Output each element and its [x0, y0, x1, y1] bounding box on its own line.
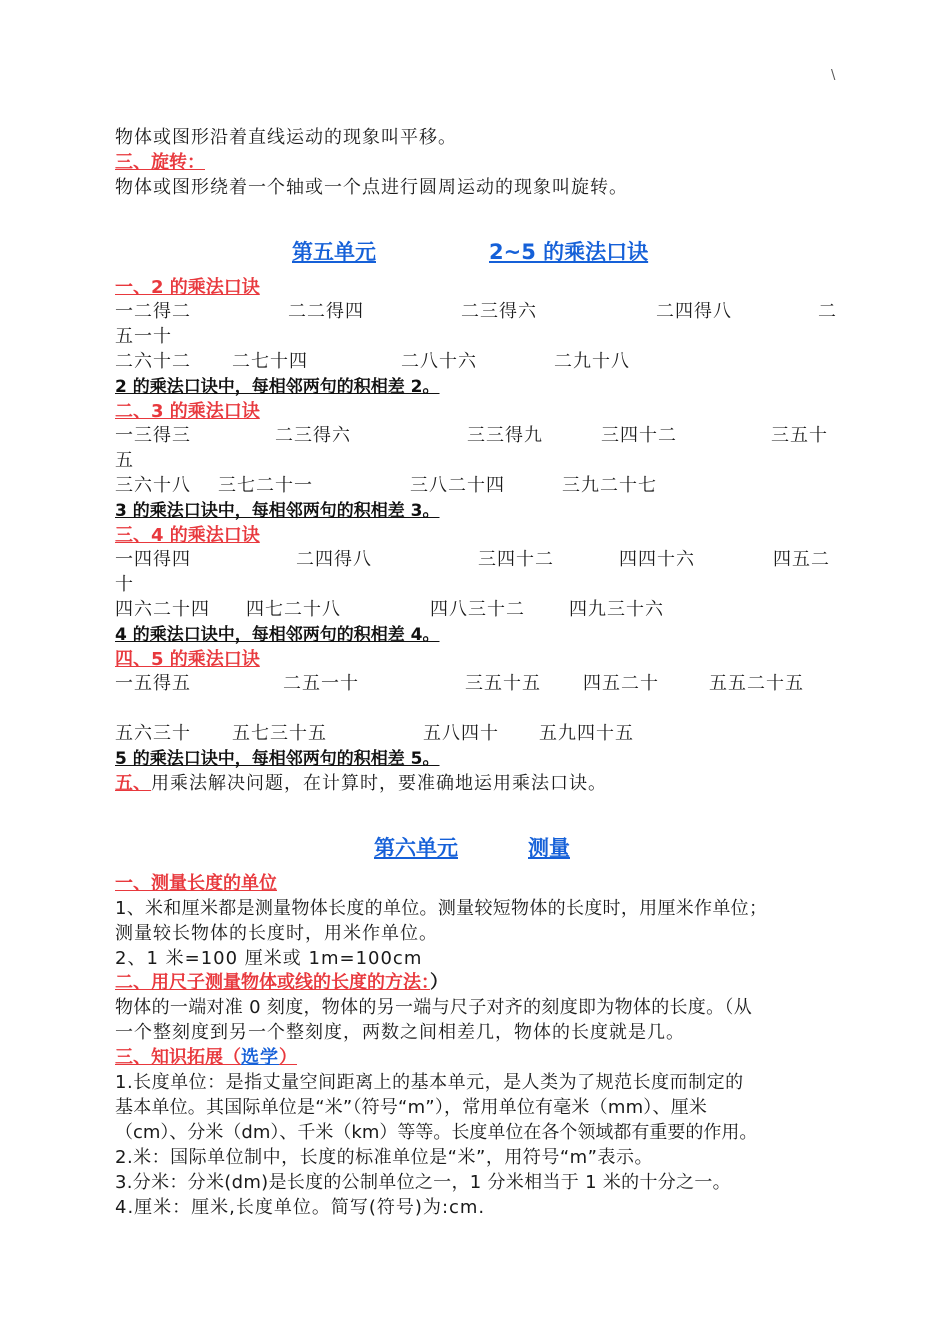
times2-rule: 2 的乘法口诀中，每相邻两句的积相差 2。 — [115, 377, 440, 397]
times2-item: 二三得六 — [461, 301, 537, 322]
length-units-p2: 2、1 米=100 厘米或 1m=100cm — [115, 948, 423, 969]
times5-item: 三五十五 — [465, 673, 541, 694]
extension-heading: 三、知识拓展（ — [115, 1047, 241, 1068]
ruler-method-p1b: 一个整刻度到另一个整刻度，两数之间相差几，物体的长度就是几。 — [115, 1022, 685, 1043]
times3-item: 三六十八 — [115, 475, 191, 496]
times4-item: 四八三十二 — [430, 599, 525, 620]
times4-item: 三四十二 — [478, 549, 554, 570]
times2-item: 二八十六 — [401, 351, 477, 372]
times5-item: 一五得五 — [115, 673, 191, 694]
times5-item: 二五一十 — [283, 673, 359, 694]
times5-item: 五七三十五 — [232, 723, 327, 744]
unit5-title-right: 2~5 的乘法口诀 — [489, 240, 649, 264]
times3-heading: 二、3 的乘法口诀 — [115, 401, 260, 422]
times4-item: 四五二 — [773, 549, 830, 570]
times3-item: 三五十 — [771, 425, 828, 446]
times5-item: 四五二十 — [583, 673, 659, 694]
times2-item: 二七十四 — [232, 351, 308, 372]
times3-rule: 3 的乘法口诀中，每相邻两句的积相差 3。 — [115, 501, 440, 521]
times3-item: 三九二十七 — [562, 475, 657, 496]
ruler-method-heading: 二、用尺子测量物体或线的长度的方法： — [115, 972, 430, 993]
times5-item: 五六三十 — [115, 723, 191, 744]
times2-item: 二 — [818, 301, 837, 322]
times4-rule: 4 的乘法口诀中，每相邻两句的积相差 4。 — [115, 625, 440, 645]
times3-item: 三七二十一 — [218, 475, 313, 496]
times5-item: 五八四十 — [423, 723, 499, 744]
extension-line-2: 基本单位。其国际单位是“米”（符号“m”），常用单位有毫米（mm）、厘米 — [115, 1097, 708, 1118]
corner-mark: \ — [831, 68, 836, 83]
times2-item: 一二得二 — [115, 301, 191, 322]
unit5-title-left: 第五单元 — [292, 240, 376, 264]
rotation-heading: 三、旋转： — [115, 152, 205, 173]
times4-item: 四四十六 — [619, 549, 695, 570]
ruler-method-p1a: 物体的一端对准 0 刻度，物体的另一端与尺子对齐的刻度即为物体的长度。（从 — [115, 997, 752, 1018]
length-units-p1a: 1、米和厘米都是测量物体长度的单位。测量较短物体的长度时，用厘米作单位； — [115, 898, 768, 919]
unit5-title-gap — [390, 236, 490, 260]
times5-item: 五五二十五 — [709, 673, 804, 694]
unit6-title-gap — [470, 832, 530, 856]
times3-item: 三四十二 — [601, 425, 677, 446]
section5-label: 五、 — [115, 773, 151, 794]
times4-item: 四七二十八 — [246, 599, 341, 620]
extension-line-4: 2.米：国际单位制中，长度的标准单位是“米”，用符号“m”表示。 — [115, 1147, 654, 1168]
times4-item-wrap: 十 — [115, 574, 134, 595]
extension-heading-line — [115, 1046, 297, 1070]
times2-item: 二四得八 — [656, 301, 732, 322]
times2-item-wrap: 五一十 — [115, 326, 172, 347]
unit6-title-right: 测量 — [528, 836, 570, 860]
extension-line-3: （cm）、分米（dm）、千米（km）等等。长度单位在各个领域都有重要的作用。 — [115, 1122, 758, 1143]
times4-item: 二四得八 — [296, 549, 372, 570]
times2-item: 二六十二 — [115, 351, 191, 372]
length-units-p1b: 测量较长物体的长度时，用米作单位。 — [115, 923, 438, 944]
times4-item: 一四得四 — [115, 549, 191, 570]
extension-heading-tail: ） — [279, 1047, 297, 1068]
times4-item: 四六二十四 — [115, 599, 210, 620]
times3-item: 三八二十四 — [410, 475, 505, 496]
times2-heading: 一、2 的乘法口诀 — [115, 277, 260, 298]
times3-item: 一三得三 — [115, 425, 191, 446]
times3-item: 三三得九 — [467, 425, 543, 446]
translation-definition: 物体或图形沿着直线运动的现象叫平移。 — [115, 127, 457, 148]
times2-item: 二二得四 — [288, 301, 364, 322]
ruler-method-heading-tail: ） — [430, 972, 449, 993]
times3-item-wrap: 五 — [115, 450, 134, 471]
section5-line — [115, 772, 607, 796]
times5-heading: 四、5 的乘法口诀 — [115, 649, 260, 670]
times3-item: 二三得六 — [275, 425, 351, 446]
ruler-method-heading-line — [115, 971, 449, 995]
extension-line-6: 4.厘米：厘米,长度单位。简写(符号)为:cm. — [115, 1197, 486, 1218]
times4-item: 四九三十六 — [569, 599, 664, 620]
times5-rule: 5 的乘法口诀中，每相邻两句的积相差 5。 — [115, 749, 440, 769]
extension-line-1: 1.长度单位：是指丈量空间距离上的基本单元，是人类为了规范长度而制定的 — [115, 1072, 744, 1093]
rotation-definition: 物体或图形绕着一个轴或一个点进行圆周运动的现象叫旋转。 — [115, 177, 628, 198]
length-units-heading: 一、测量长度的单位 — [115, 873, 277, 894]
times2-item: 二九十八 — [554, 351, 630, 372]
extension-line-5: 3.分米：分米(dm)是长度的公制单位之一，1 分米相当于 1 米的十分之一。 — [115, 1172, 731, 1193]
extension-optional-label: 选学 — [241, 1047, 279, 1068]
unit6-title-left: 第六单元 — [374, 836, 458, 860]
times4-heading: 三、4 的乘法口诀 — [115, 525, 260, 546]
times5-item: 五九四十五 — [539, 723, 634, 744]
section5-text: 用乘法解决问题，在计算时，要准确地运用乘法口诀。 — [151, 773, 607, 794]
